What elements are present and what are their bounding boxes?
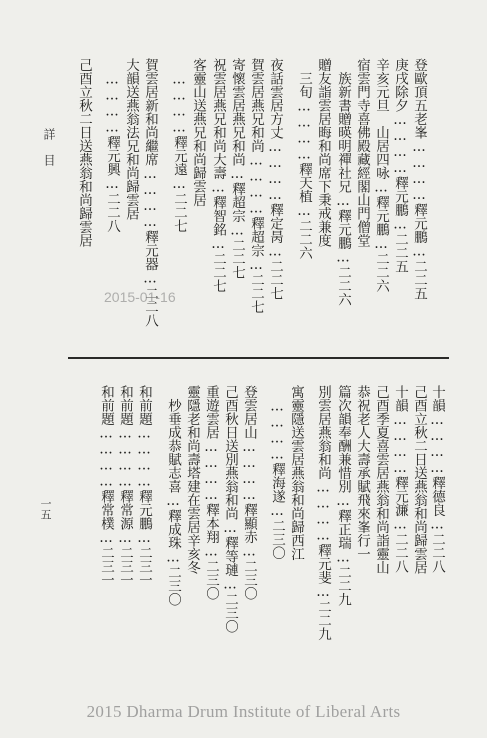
toc-entry-top: 賀雲居新和尚繼席…………釋元器…二二八	[142, 58, 158, 327]
page-number: 一五	[39, 498, 52, 520]
toc-entry-top: 夜話雲居方丈…………釋定昺…二二七	[267, 58, 283, 300]
toc-entry-top: 客靈山送燕兄和尚歸雲居	[190, 58, 206, 207]
toc-entry-top: 宿雲門寺喜佛殿藏經閣山門僧堂	[354, 58, 370, 247]
toc-entry-bottom: 十韻…………釋德良…二二八	[429, 385, 445, 573]
toc-entry-top: 族新書贈暎明禪社兄…釋元鵬…二二六	[335, 58, 351, 306]
running-header: 詳目	[42, 128, 56, 180]
toc-entry-bottom: …………釋海遂…二三〇	[269, 385, 285, 560]
toc-entry-top: …………釋元遠…二二七	[171, 58, 187, 233]
toc-entry-top: 寄懷雲居燕兄和尚…釋超宗…二二七	[229, 58, 245, 279]
toc-entry-bottom: 篇次韻奉酬兼惜別…釋正瑞…二二九	[335, 385, 351, 606]
section-divider	[68, 357, 449, 359]
toc-entry-top: 辛亥元旦 山居四咏…釋元鵬…二二六	[373, 58, 389, 293]
toc-entry-bottom: 寓靈隱送雲居燕翁和尚歸西江	[288, 385, 304, 561]
toc-entry-top: …………釋元興…二二八	[104, 58, 120, 233]
toc-entry-top: 己酉立秋二日送燕翁和尚歸雲居	[76, 58, 92, 247]
watermark-footer: 2015 Dharma Drum Institute of Liberal Arts	[86, 702, 401, 721]
toc-entry-top: 祝雲居燕兄和尚大壽…釋智銘…二二七	[210, 58, 226, 293]
date-stamp: 2015-01-16	[104, 289, 176, 305]
toc-entry-bottom: 靈隱老和尚壽塔建在雲居辛亥冬	[184, 385, 200, 574]
toc-entry-top: 登歐頂五老峯…………釋元鵬…二二五	[411, 58, 427, 300]
toc-entry-bottom: 重遊雲居…………釋本翔…二三〇	[203, 385, 219, 600]
toc-entry-bottom: 己酉秋日送別燕翁和尚…釋等璉…二三〇	[222, 385, 238, 633]
toc-entry-bottom: 和前題…………釋常樸…二三一	[98, 385, 114, 587]
toc-entry-bottom: 別雲居燕翁和尚…………釋元斐…二二九	[315, 385, 331, 641]
toc-entry-top: 庚戌除夕…………釋元鵬…二二五	[392, 58, 408, 273]
toc-entry-top: 賀雲居燕兄和尚…………釋超宗…二二七	[248, 58, 264, 314]
toc-entry-top: 三旬…………釋天植…二二六	[296, 58, 312, 260]
toc-entry-bottom: 登雲居山…………釋顯赤…二三〇	[241, 385, 257, 600]
toc-entry-bottom: 十韻…………釋元濂…二二八	[392, 385, 408, 573]
toc-entry-top: 大韻送燕翁法兄和尚歸雲居	[123, 58, 139, 220]
toc-entry-bottom: 己酉立秋二日送燕翁和尚歸雲居	[411, 385, 427, 574]
toc-entry-top: 贈友詣雲居晦和尚席下秉戒兼度	[315, 58, 331, 247]
toc-entry-bottom: 己酉季夏喜雲居燕翁和尚詣靈山	[373, 385, 389, 574]
toc-entry-bottom: 恭祝老人大壽承賦飛來峯行一	[354, 385, 370, 561]
toc-entry-bottom: 和前題…………釋常源…二三一	[117, 385, 133, 587]
toc-entry-bottom: 杪垂成恭賦志喜…釋成珠…二三〇	[165, 385, 181, 606]
toc-entry-bottom: 和前題…………釋元鵬…二三一	[136, 385, 152, 587]
